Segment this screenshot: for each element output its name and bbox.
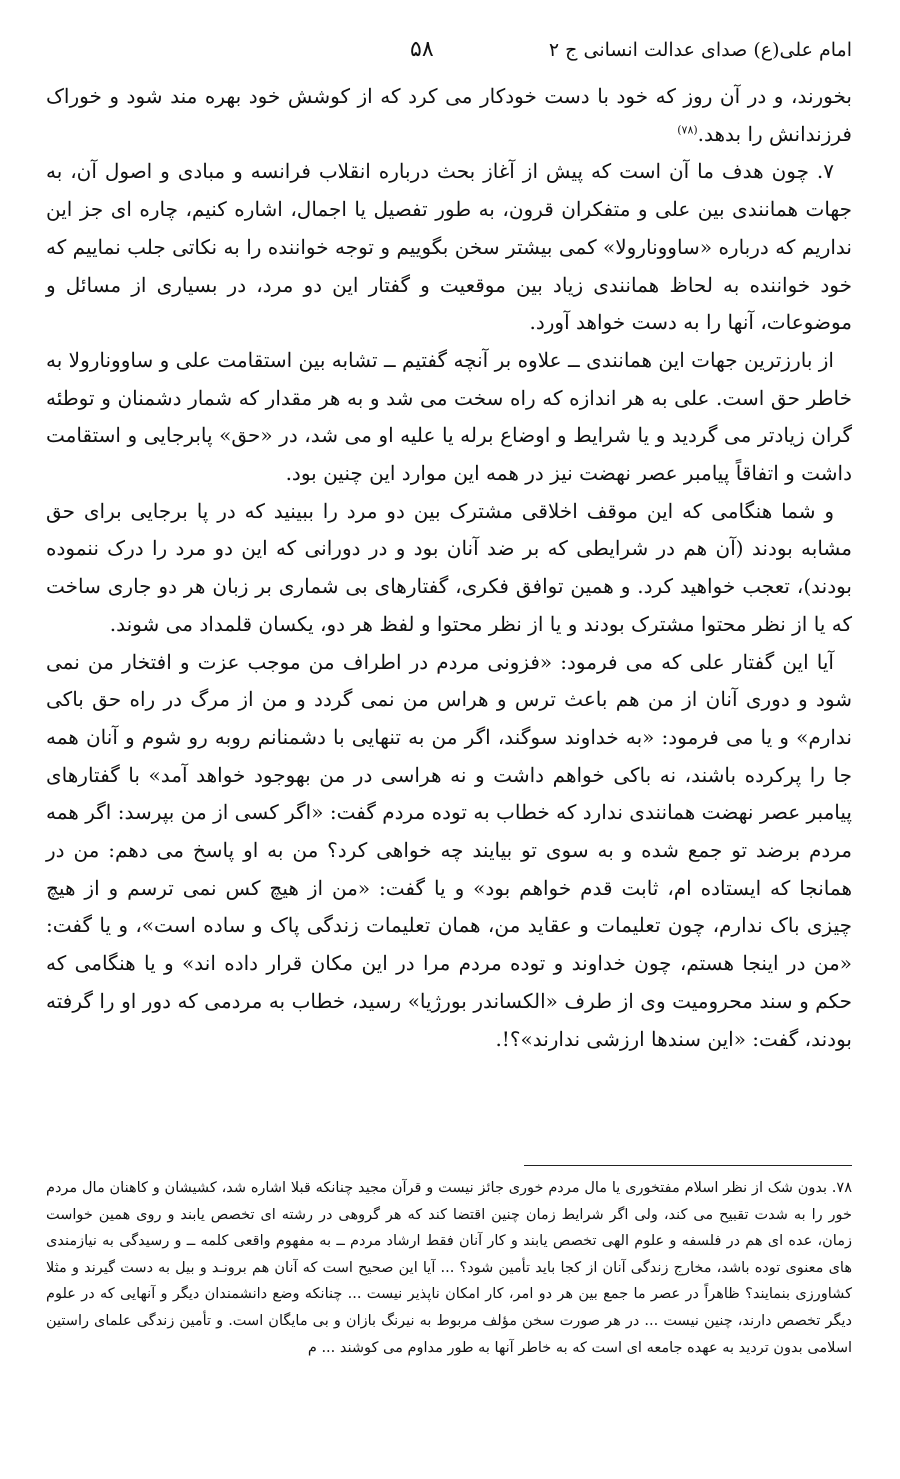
page-header [410,30,852,70]
paragraph-5: آیا این گفتار علی که می فرمود: «فزونی مردم در اطراف من موجب عزت و افتخار من نمی شود و دوری آنان از من هم باعث ترس و هراس من نمی گردد و من از مرگ در راه حق باکی ندارم» و یا می فرمود: «به خداوند سوگند، اگر من به تنهایی با دشمنانم روبه رو شوم و آنان همه جا را پرکرده باشند، نه باکی خواهم داشت و نه هراسی در من بهوجود خواهد آمد» با گفتارهای پیامبر عصر نهضت همانندی ندارد که خطاب به توده مردم گفت: «اگر کسی از من بپرسد: اگر همه مردم برضد تو جمع شده و به سوی تو بیایند چه خواهی کرد؟ من به او پاسخ می دهم: من در همانجا که ایستاده ام، ثابت قدم خواهم بود» و یا گفت: «من از هیچ کس نمی ترسم و از هیچ چیزی باک ندارم، چون تعلیمات و عقاید من، همان تعلیمات زندگی پاک و ساده است»، و یا گفت: «من در اینجا هستم، چون خداوند و توده مردم مرا در این مکان قرار داده اند» و یا هنگامی که حکم و سند محرومیت وی از طرف «الکساندر بورژیا» رسید، خطاب به مردمی که دور او را گرفته بودند، گفت: «این سندها ارزشی ندارند»؟!. [46,649,852,1051]
paragraph-3: از بارزترین جهات این همانندی ــ علاوه بر آنچه گفتیم ــ تشابه بین استقامت علی و ساوونارولا به خاطر حق است. علی به هر اندازه که راه سخت می شد و به هر مقدار که شمار دشمنان و توطئه گران زیادتر می گردید و یا شرایط و اوضاع برله یا علیه او می شد، در «حق» پابرجایی و استقامت داشت و اتفاقاً پیامبر عصر نهضت نیز در همه این موارد این چنین بود. [46,347,852,486]
footnote-separator [524,1165,852,1166]
body-text [46,78,852,1058]
paragraph-4: و شما هنگامی که این موقف اخلاقی مشترک بین دو مرد را ببینید که در پا برجایی برای حق مشابه بودند (آن هم در شرایطی که بر ضد آنان بود و در دورانی که این دو مرد را درک ننموده بودند)، تعجب خواهید کرد. و همین توافق فکری، گفتارهای بی شماری بر زبان هر دو جاری ساخت که یا از نظر محتوا مشترک بودند و یا از نظر محتوا و لفظ هر دو، یکسان قلمداد می شوند. [46,498,852,636]
footnote: ۷۸. بدون شک از نظر اسلام مفتخوری یا مال مردم خوری جائز نیست و قرآن مجید چنانکه قبلا اشاره شد، کشیشان و کاهنان مال مردم خور را به شدت تقبیح می کند، ولی اگر شرایط زمان چنین اقتضا کند که هر گروهی در رشته ای تخصص یابند و روی همین خواست زمان، عده ای هم در فلسفه و علوم الهی تخصص یابند و کار آنان فقط ارشاد مردم ــ به مفهوم واقعی کلمه ــ و رسیدگی به نیازمندی های معنوی توده باشد، مخارج زندگی آنان از کجا باید تأمین شود؟ ... آیا این صحیح است که آنان هم برونـد و بیل به دست گیرند و مثلا کشاورزی بنمایند؟ ظاهراً در عصر ما جمع بین هر دو امر، کار امکان ناپذیر نیست ... چنانکه وضع دانشمندان دیگر و آنهایی که در علوم دیگر تخصص دارند، چنین نیست ... در هر صورت سخن مؤلف مربوط به نیرنگ بازان و بی مایگان است. و تأمین زندگی علمای راستین اسلامی بدون تردید به عهده جامعه ای است که به خاطر آنها به طور مداوم می کوشند ... م [46,1180,852,1356]
running-title: امام علی(ع) صدای عدالت انسانی ج ۲ [548,39,852,61]
paragraph-1 [46,78,852,153]
paragraph-1-text: بخورند، و در آن روز که خود با دست خودکار می کرد که از کوشش خود بهره مند شود و خوراک فرزندانش را بدهد. [46,84,852,146]
paragraph-2: ۷. چون هدف ما آن است که پیش از آغاز بحث درباره انقلاب فرانسه و مبادی و اصول آن، به جهات همانندی بین علی و متفکران قرون، به طور تفصیل یا اجمال، اشاره کنیم، چاره ای جز این نداریم که درباره «ساوونارولا» کمی بیشتر سخن بگوییم و توجه خواننده را به نکاتی جلب نماییم که خود خواننده به لحاظ همانندی زیاد بین موقعیت و گفتار این دو مرد، در بسیاری از مسائل و موضوعات، آنها را به دست خواهد آورد. [46,159,852,335]
page-number: ۵۸ [410,37,434,62]
footnote-reference[interactable]: (۷۸) [677,123,698,137]
